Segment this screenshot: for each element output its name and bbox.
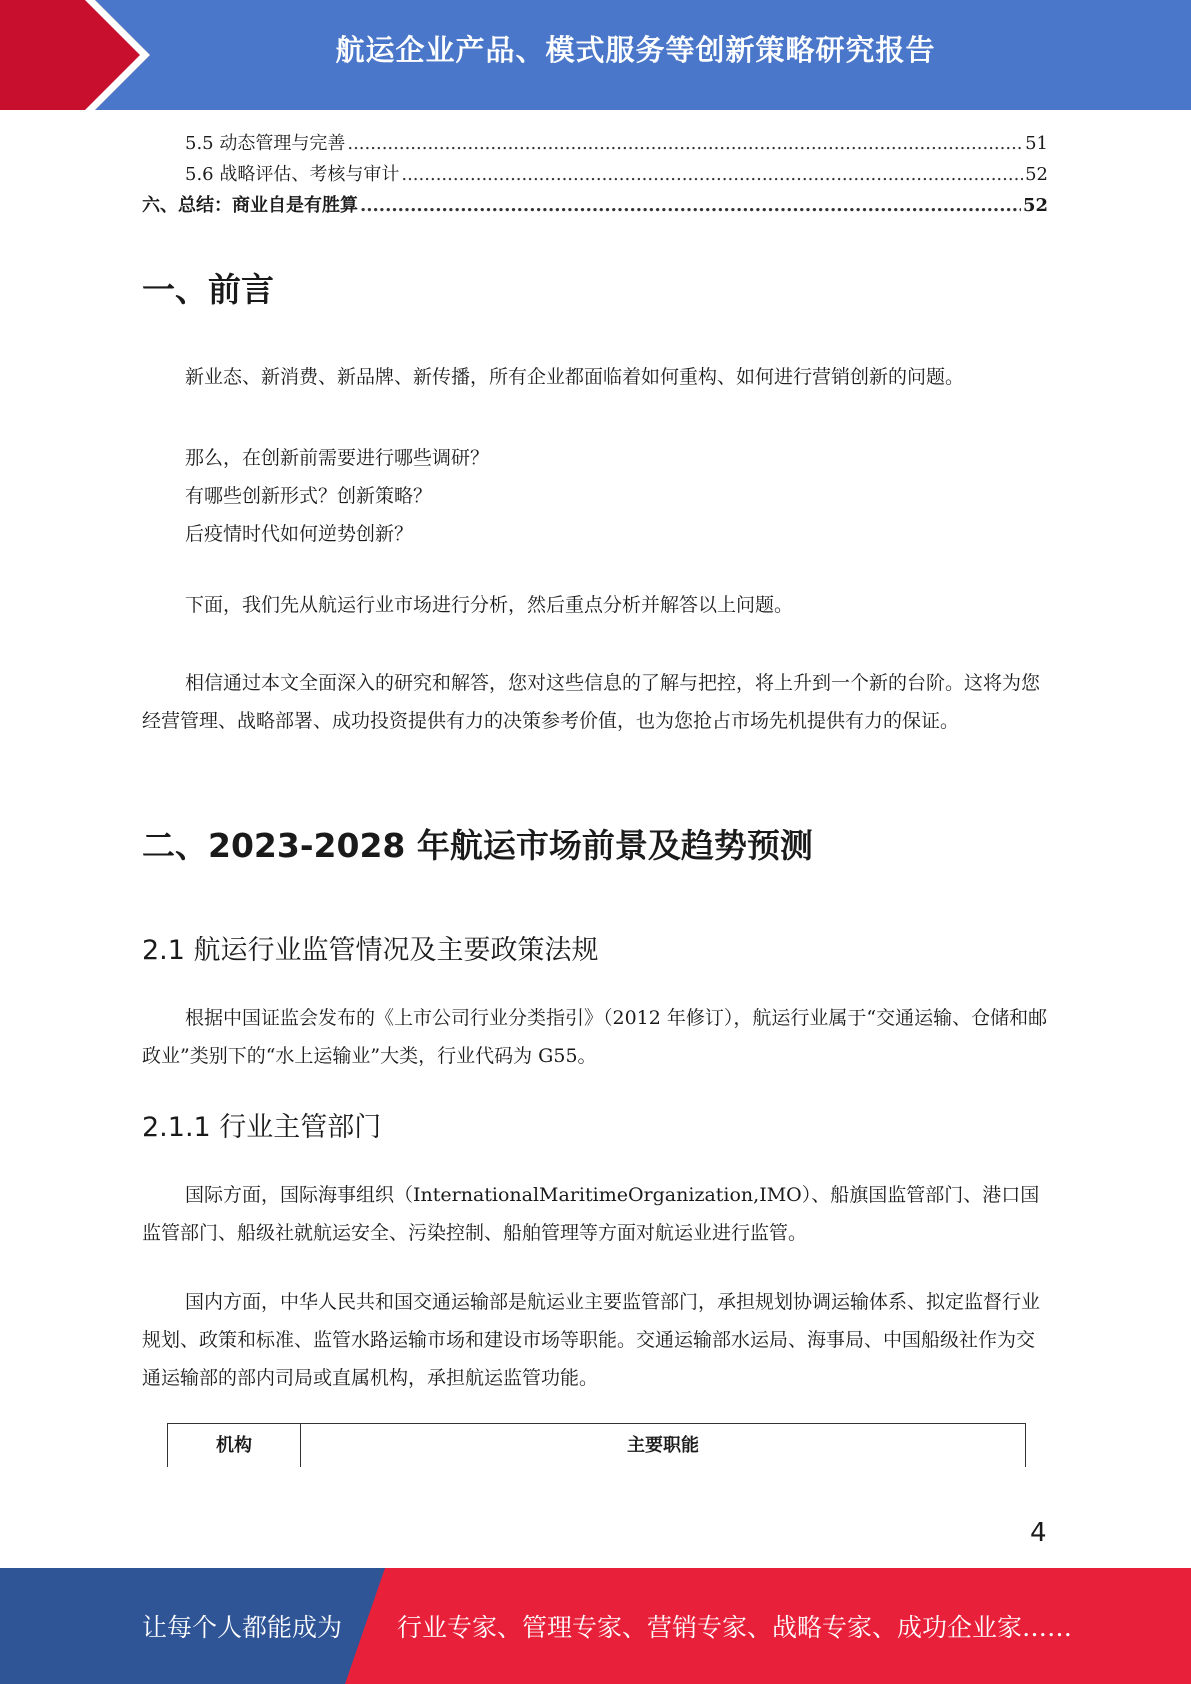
page-number: 4 [1030, 1518, 1047, 1548]
paragraph: 下面，我们先从航运行业市场进行分析，然后重点分析并解答以上问题。 [185, 594, 794, 616]
table-header-cell: 主要职能 [627, 1435, 699, 1456]
page-footer [0, 1568, 1191, 1684]
toc-leader-dots [401, 159, 1023, 190]
toc-entry-label: 5.6 战略评估、考核与审计 [185, 164, 400, 185]
section-heading: 一、前言 [142, 270, 274, 309]
toc-entry-label: 5.5 动态管理与完善 [185, 133, 346, 154]
paragraph: 国际方面，国际海事组织（InternationalMaritimeOrganization,IMO）、船旗国监管部门、港口国监管部门、船级社就航运安全、污染控制、船舶管理等方面对航运业进行监管。 [142, 1184, 1040, 1244]
toc-entry-page: 52 [1025, 164, 1048, 185]
question-line: 有哪些创新形式？创新策略？ [185, 485, 433, 507]
report-title: 航运企业产品、模式服务等创新策略研究报告 [335, 33, 936, 67]
table-of-contents [142, 128, 1048, 221]
toc-entry[interactable] [142, 159, 1048, 190]
paragraph: 相信通过本文全面深入的研究和解答，您对这些信息的了解与把控，将上升到一个新的台阶。这将为您经营管理、战略部署、成功投资提供有力的决策参考价值，也为您抢占市场先机提供有力的保证。 [142, 672, 1041, 732]
paragraph: 根据中国证监会发布的《上市公司行业分类指引》（2012 年修订），航运行业属于“交通运输、仓储和邮政业”类别下的“水上运输业”大类，行业代码为 G55。 [142, 1007, 1048, 1067]
paragraph: 国内方面，中华人民共和国交通运输部是航运业主要监管部门，承担规划协调运输体系、拟定监督行业规划、政策和标准、监管水路运输市场和建设市场等职能。交通运输部水运局、海事局、中国船级社作为交通运输部的部内司局或直属机构，承担航运监管功能。 [142, 1291, 1041, 1389]
footer-slogan-left: 让每个人都能成为 [142, 1613, 343, 1642]
toc-leader-dots [360, 190, 1021, 221]
subsection-heading: 2.1 航运行业监管情况及主要政策法规 [142, 935, 599, 966]
data-table-header [167, 1423, 1026, 1467]
section-heading: 二、2023-2028 年航运市场前景及趋势预测 [142, 826, 813, 865]
footer-slogan-right: 行业专家、管理专家、营销专家、战略专家、成功企业家…… [397, 1613, 1073, 1642]
toc-leader-dots [347, 128, 1023, 159]
toc-entry[interactable] [142, 190, 1048, 221]
question-line: 后疫情时代如何逆势创新？ [185, 523, 414, 545]
toc-entry-page: 51 [1025, 133, 1048, 154]
toc-entry-label: 六、总结：商业自是有胜算 [142, 195, 358, 216]
toc-entry[interactable] [142, 128, 1048, 159]
toc-entry-page: 52 [1022, 195, 1048, 216]
question-line: 那么，在创新前需要进行哪些调研？ [185, 447, 490, 469]
page-header [0, 0, 1191, 110]
paragraph: 新业态、新消费、新品牌、新传播，所有企业都面临着如何重构、如何进行营销创新的问题。 [185, 366, 965, 388]
table-header-cell: 机构 [168, 1424, 301, 1467]
subsection-heading: 2.1.1 行业主管部门 [142, 1112, 382, 1143]
